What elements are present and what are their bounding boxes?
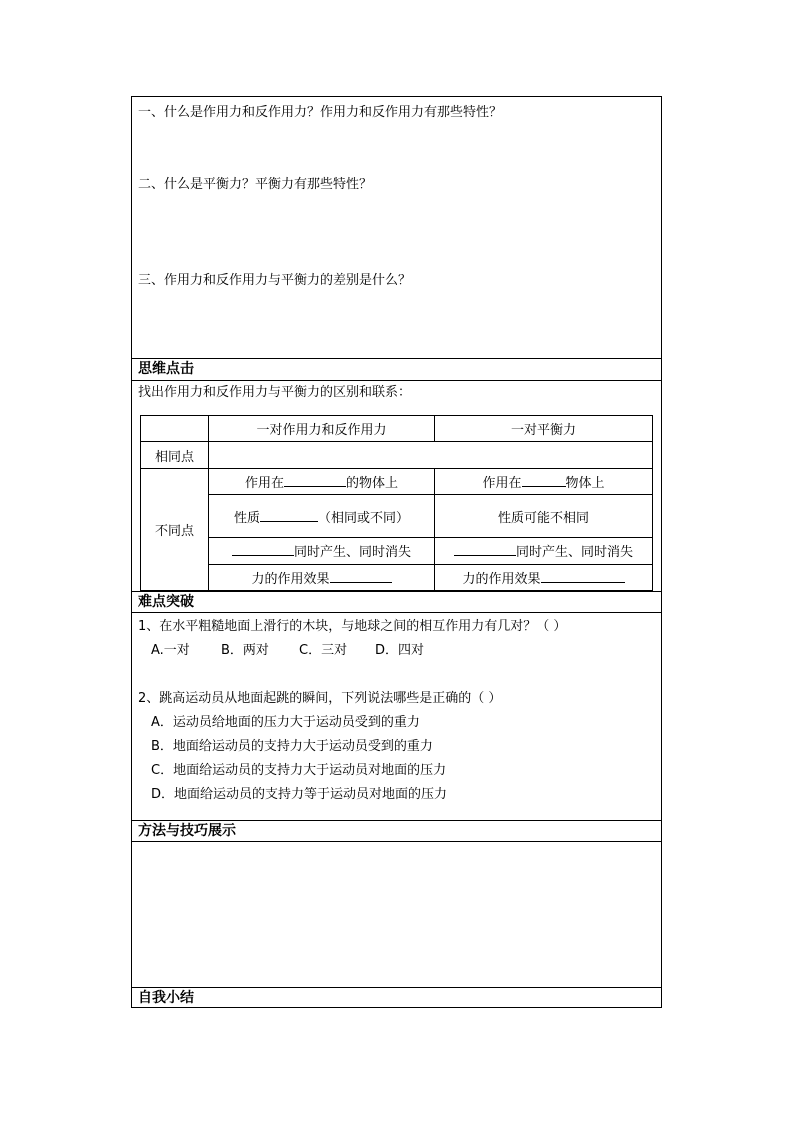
- thinking-heading: 思维点击: [138, 361, 194, 377]
- header-balanced: 一对平衡力: [435, 416, 653, 442]
- table-cell: 作用在 的物体上: [209, 468, 435, 494]
- table-corner: [141, 416, 209, 442]
- divider: [132, 591, 661, 592]
- fill-blank[interactable]: [541, 569, 625, 583]
- question-2: 二、什么是平衡力？平衡力有那些特性？: [138, 177, 373, 192]
- table-row: [141, 468, 653, 494]
- table-cell: 作用在 物体上: [435, 468, 653, 494]
- option-q1-d: D．四对: [375, 643, 425, 658]
- table-cell: 同时产生、同时消失: [209, 538, 435, 564]
- divider: [132, 380, 661, 381]
- diff-point-label: 不同点: [141, 468, 209, 590]
- summary-heading: 自我小结: [138, 990, 194, 1006]
- option-q1-c: C．三对: [299, 643, 348, 658]
- table-cell: 力的作用效果: [209, 564, 435, 590]
- divider: [132, 612, 661, 613]
- table-cell: 性质可能不相同: [435, 495, 653, 538]
- fill-blank[interactable]: [330, 569, 392, 583]
- divider: [132, 358, 661, 359]
- same-point-cell: [209, 442, 653, 468]
- table-row: [141, 416, 653, 442]
- difficulty-question-2: 2、跳高运动员从地面起跳的瞬间，下列说法哪些是正确的（ ）: [138, 691, 502, 706]
- fill-blank[interactable]: [522, 473, 566, 487]
- same-point-label: 相同点: [141, 442, 209, 468]
- option-q2-a: A．运动员给地面的压力大于运动员受到的重力: [151, 715, 420, 730]
- difficulty-heading: 难点突破: [138, 594, 194, 610]
- comparison-table: [140, 415, 653, 591]
- option-q2-d: D．地面给运动员的支持力等于运动员对地面的压力: [151, 787, 448, 802]
- fill-blank[interactable]: [284, 473, 346, 487]
- table-cell: 性质 （相同或不同）: [209, 495, 435, 538]
- table-row: [141, 564, 653, 590]
- table-row: [141, 495, 653, 538]
- table-row: [141, 442, 653, 468]
- header-action-reaction: 一对作用力和反作用力: [209, 416, 435, 442]
- option-q1-a: A.一对: [151, 643, 190, 658]
- difficulty-question-1: 1、在水平粗糙地面上滑行的木块，与地球之间的相互作用力有几对？（ ）: [138, 619, 567, 634]
- fill-blank[interactable]: [260, 508, 318, 522]
- thinking-intro: 找出作用力和反作用力与平衡力的区别和联系：: [138, 385, 412, 400]
- divider: [132, 841, 661, 842]
- method-heading: 方法与技巧展示: [138, 823, 236, 839]
- table-cell: 力的作用效果: [435, 564, 653, 590]
- fill-blank[interactable]: [454, 542, 516, 556]
- worksheet-frame: [131, 96, 662, 1008]
- question-3: 三、作用力和反作用力与平衡力的差别是什么？: [138, 273, 412, 288]
- table-row: [141, 538, 653, 564]
- option-q1-b: B．两对: [221, 643, 269, 658]
- divider: [132, 987, 661, 988]
- fill-blank[interactable]: [232, 542, 294, 556]
- option-q2-b: B．地面给运动员的支持力大于运动员受到的重力: [151, 739, 433, 754]
- option-q2-c: C．地面给运动员的支持力大于运动员对地面的压力: [151, 763, 447, 778]
- table-cell: 同时产生、同时消失: [435, 538, 653, 564]
- divider: [132, 820, 661, 821]
- question-1: 一、什么是作用力和反作用力？作用力和反作用力有那些特性？: [138, 105, 503, 120]
